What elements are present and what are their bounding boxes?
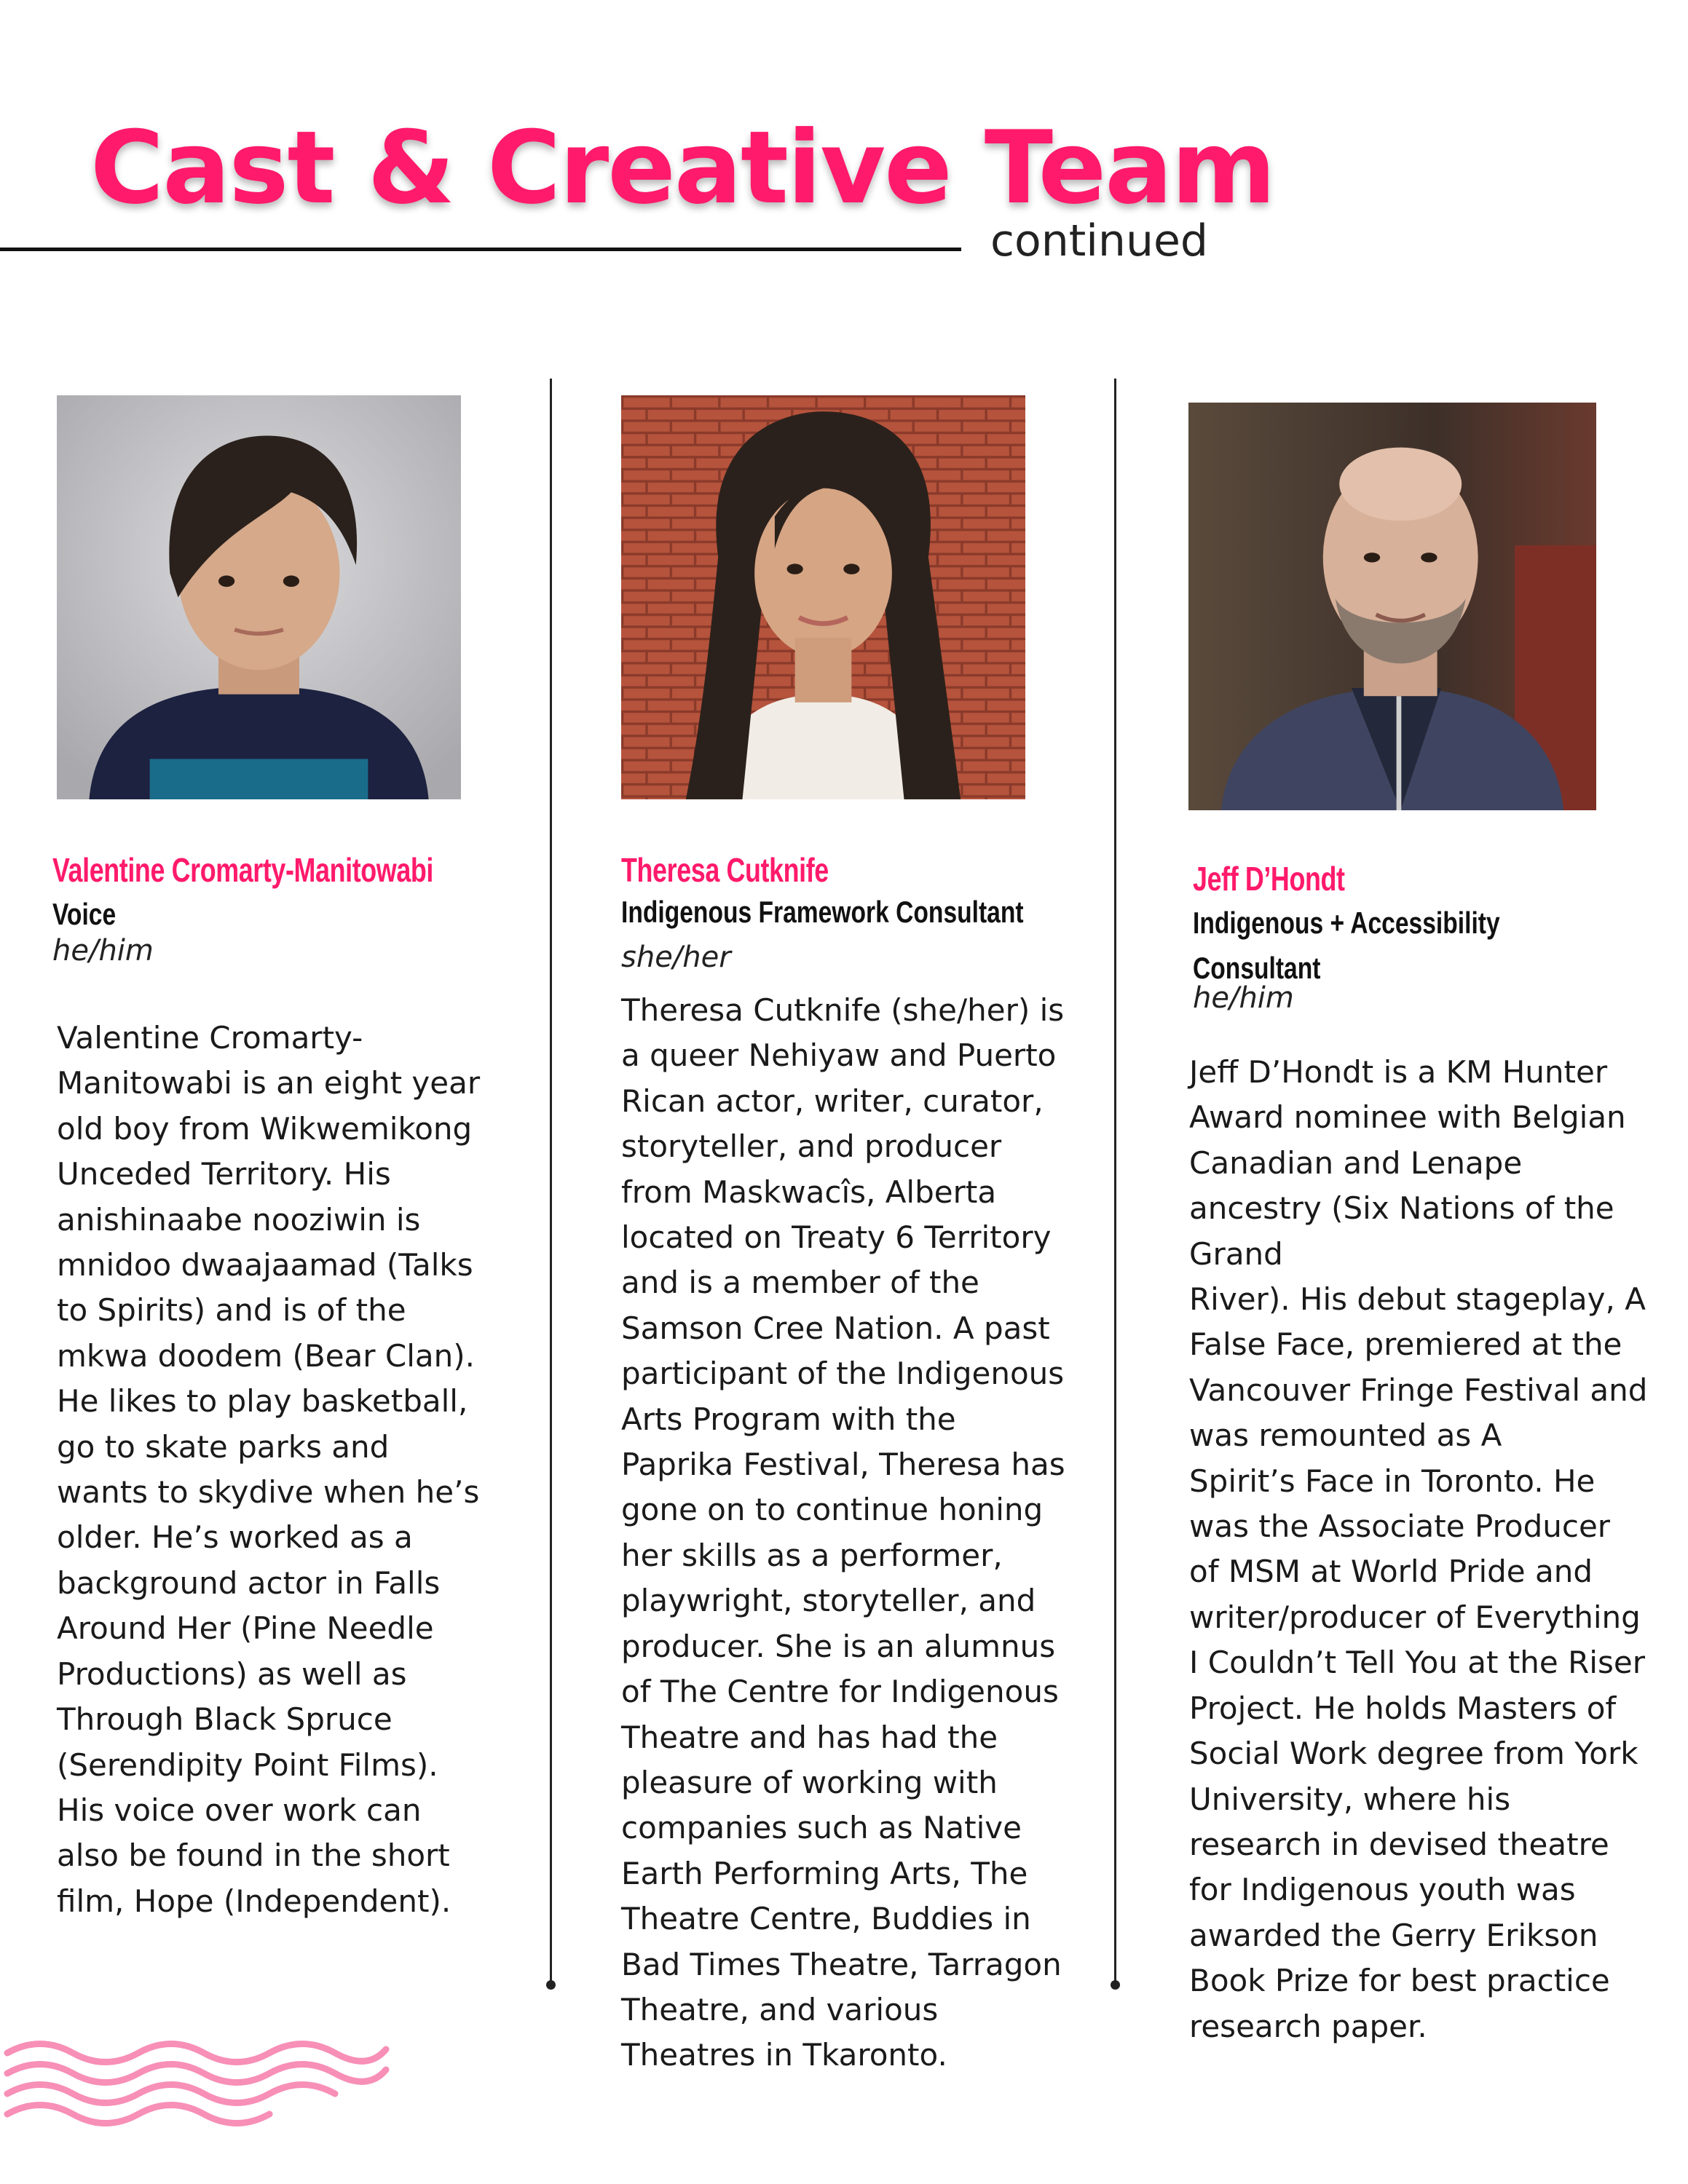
bio-line: I Couldn’t Tell You at the Riser xyxy=(1189,1645,1645,1681)
person-role-theresa xyxy=(621,890,1024,935)
person-bio-theresa xyxy=(621,988,1065,2078)
bio-line: for Indigenous youth was xyxy=(1189,1872,1576,1908)
wave-line xyxy=(7,2105,269,2124)
role-line: Consultant xyxy=(1193,951,1321,985)
bio-line: Samson Cree Nation. A past xyxy=(621,1310,1050,1346)
bio-line: was remounted as A xyxy=(1189,1417,1502,1454)
bio-line: located on Treaty 6 Territory xyxy=(621,1219,1052,1256)
headshot-valentine xyxy=(57,395,461,799)
bio-line: His voice over work can xyxy=(57,1792,422,1828)
bio-line: from Maskwacîs, Alberta xyxy=(621,1174,997,1210)
bio-line: Bad Times Theatre, Tarragon xyxy=(621,1946,1062,1982)
bio-line: to Spirits) and is of the xyxy=(57,1292,406,1329)
bio-line: Grand xyxy=(1189,1235,1283,1272)
page-title: Cast & Creative Team xyxy=(90,109,1275,226)
bio-line: awarded the Gerry Erikson xyxy=(1189,1917,1598,1953)
person-pronouns-jeff: he/him xyxy=(1193,981,1294,1015)
bio-line: older. He’s worked as a xyxy=(57,1519,413,1556)
person-pronouns-theresa: she/her xyxy=(621,941,731,974)
bio-line: Vancouver Fringe Festival and xyxy=(1189,1372,1648,1408)
page-subtitle: continued xyxy=(990,215,1208,266)
bio-line: playwright, storyteller, and xyxy=(621,1583,1036,1619)
bio-line: Jeff D’Hondt is a KM Hunter xyxy=(1189,1054,1608,1090)
bio-line: go to skate parks and xyxy=(57,1428,390,1465)
wave-line xyxy=(7,2085,335,2103)
bio-line: Project. He holds Masters of xyxy=(1189,1690,1617,1726)
bio-line: Theatres in Tkaronto. xyxy=(621,2037,947,2073)
person-name-theresa: Theresa Cutknife xyxy=(621,851,829,889)
headshot-jeff xyxy=(1188,403,1596,810)
bio-line: Paprika Festival, Theresa has xyxy=(621,1447,1065,1483)
bio-line: (Serendipity Point Films). xyxy=(57,1746,438,1783)
bio-line: was the Associate Producer xyxy=(1189,1508,1611,1545)
wave-line xyxy=(7,2065,386,2083)
bio-line: mkwa doodem (Bear Clan). xyxy=(57,1337,475,1374)
bio-line: University, where his xyxy=(1189,1781,1511,1817)
wave-line xyxy=(7,2044,386,2062)
bio-line: Theatre, and various xyxy=(621,1991,939,2027)
bio-line: Spirit’s Face in Toronto. He xyxy=(1189,1463,1596,1499)
bio-line: He likes to play basketball, xyxy=(57,1383,468,1420)
role-line: Indigenous + Accessibility xyxy=(1193,906,1500,940)
bio-line: Social Work degree from York xyxy=(1189,1736,1638,1772)
bio-line: Around Her (Pine Needle xyxy=(57,1610,434,1647)
headshot-theresa xyxy=(621,395,1025,799)
bio-line: and is a member of the xyxy=(621,1265,979,1301)
bio-line: old boy from Wikwemikong xyxy=(57,1110,473,1147)
bio-line: producer. She is an alumnus xyxy=(621,1628,1056,1664)
bio-line: River). His debut stageplay, A xyxy=(1189,1281,1646,1318)
bio-line: Award nominee with Belgian xyxy=(1189,1099,1626,1136)
bio-line: participant of the Indigenous xyxy=(621,1356,1065,1392)
header-rule xyxy=(0,248,961,251)
person-bio-jeff xyxy=(1189,1050,1647,2049)
person-name-valentine: Valentine Cromarty-Manitowabi xyxy=(52,851,434,889)
person-bio-valentine xyxy=(57,1016,480,1924)
decorative-waves xyxy=(0,2031,393,2140)
bio-line: Book Prize for best practice xyxy=(1189,1963,1610,1999)
bio-line: False Face, premiered at the xyxy=(1189,1326,1622,1363)
role-line: Voice xyxy=(52,897,117,931)
bio-line: ancestry (Six Nations of the xyxy=(1189,1190,1614,1227)
bio-line: of The Centre for Indigenous xyxy=(621,1674,1059,1710)
bio-line: gone on to continue honing xyxy=(621,1492,1044,1528)
bio-line: Theresa Cutknife (she/her) is xyxy=(621,992,1065,1028)
column-divider-right xyxy=(1114,379,1116,1984)
bio-line: background actor in Falls xyxy=(57,1564,441,1601)
bio-line: a queer Nehiyaw and Puerto xyxy=(621,1037,1057,1074)
bio-line: Valentine Cromarty- xyxy=(57,1020,363,1056)
bio-line: Theatre Centre, Buddies in xyxy=(621,1901,1031,1937)
bio-line: Theatre and has had the xyxy=(621,1719,998,1755)
bio-line: companies such as Native xyxy=(621,1810,1022,1846)
role-line: Indigenous Framework Consultant xyxy=(621,895,1024,929)
bio-line: research in devised theatre xyxy=(1189,1826,1609,1862)
bio-line: writer/producer of Everything xyxy=(1189,1599,1641,1635)
bio-line: research paper. xyxy=(1189,2008,1427,2044)
person-role-jeff xyxy=(1193,901,1500,991)
bio-line: also be found in the short xyxy=(57,1837,450,1874)
bio-line: of MSM at World Pride and xyxy=(1189,1554,1593,1590)
person-pronouns-valentine: he/him xyxy=(52,934,154,968)
bio-line: mnidoo dwaajaamad (Talks xyxy=(57,1247,473,1283)
person-name-jeff: Jeff D’Hondt xyxy=(1193,860,1345,898)
bio-line: Manitowabi is an eight year xyxy=(57,1065,481,1101)
bio-line: Earth Performing Arts, The xyxy=(621,1855,1028,1891)
bio-line: Unceded Territory. His xyxy=(57,1156,391,1192)
bio-line: Canadian and Lenape xyxy=(1189,1144,1523,1181)
bio-line: film, Hope (Independent). xyxy=(57,1883,451,1919)
bio-line: Productions) as well as xyxy=(57,1655,407,1692)
bio-line: her skills as a performer, xyxy=(621,1537,1003,1573)
bio-line: anishinaabe nooziwin is xyxy=(57,1201,421,1238)
bio-line: pleasure of working with xyxy=(621,1764,998,1800)
bio-line: Rican actor, writer, curator, xyxy=(621,1083,1044,1119)
bio-line: Arts Program with the xyxy=(621,1401,956,1437)
bio-line: wants to skydive when he’s xyxy=(57,1474,480,1511)
bio-line: storyteller, and producer xyxy=(621,1128,1002,1165)
person-role-valentine xyxy=(52,892,116,937)
bio-line: Through Black Spruce xyxy=(57,1701,393,1738)
column-divider-left xyxy=(550,379,552,1984)
